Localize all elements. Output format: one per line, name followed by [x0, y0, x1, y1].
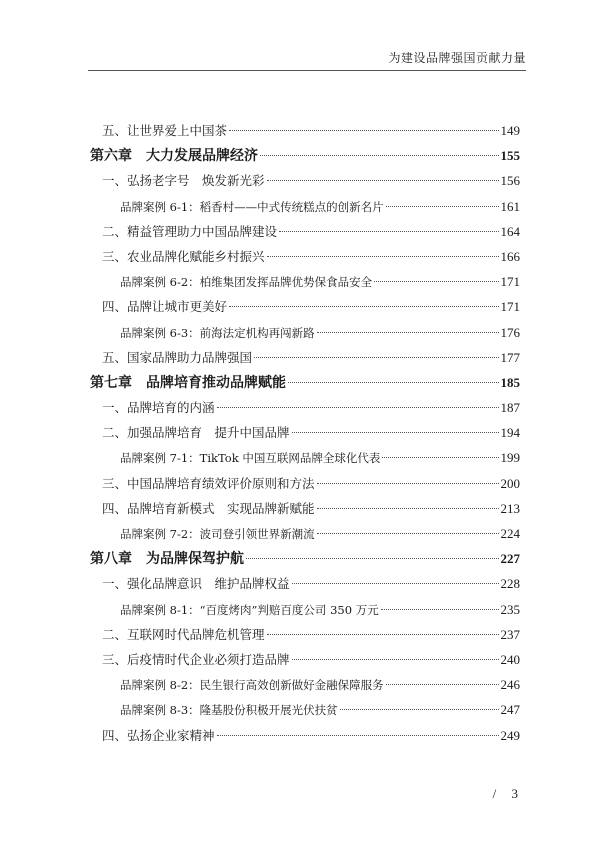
dot-leader — [267, 180, 499, 181]
toc-entry-title: 一、弘扬老字号 焕发新光彩 — [102, 173, 265, 189]
toc-entry-case[interactable] — [90, 521, 520, 546]
toc-entry-title: 五、让世界爱上中国茶 — [102, 123, 228, 138]
dot-leader — [381, 609, 499, 610]
dot-leader — [229, 306, 498, 307]
toc-entry-section[interactable] — [90, 571, 520, 596]
toc-entry-title: 品牌案例 8-3：隆基股份积极开展光伏扶贫 — [120, 703, 338, 718]
dot-leader — [386, 206, 499, 207]
toc-entry-title: 一、强化品牌意识 维护品牌权益 — [102, 576, 290, 592]
toc-entry-page: 227 — [500, 551, 520, 567]
toc-entry-section[interactable] — [90, 244, 520, 269]
toc-entry-page: 166 — [500, 248, 520, 264]
toc-entry-page: 246 — [500, 677, 520, 693]
dot-leader — [246, 558, 499, 559]
dot-leader — [217, 735, 499, 736]
toc-entry-page: 185 — [500, 374, 520, 390]
toc-entry-section[interactable] — [90, 420, 520, 445]
dot-leader — [317, 533, 499, 534]
dot-leader — [260, 155, 499, 156]
dot-leader — [340, 709, 499, 710]
toc-entry-title: 品牌案例 7-2：波司登引领世界新潮流 — [120, 527, 315, 541]
dot-leader — [267, 634, 499, 635]
toc-entry-title: 三、中国品牌培育绩效评价原则和方法 — [102, 475, 315, 491]
dot-leader — [229, 130, 498, 131]
toc-entry-page: 171 — [500, 299, 520, 315]
toc-entry-title: 品牌案例 7-1：TikTok 中国互联网品牌全球化代表 — [120, 451, 381, 466]
dot-leader — [386, 684, 499, 685]
toc-entry-case[interactable] — [90, 672, 520, 697]
footer-slash: / — [492, 786, 497, 801]
dot-leader — [254, 357, 498, 358]
toc-entry-title: 四、弘扬企业家精神 — [102, 727, 215, 743]
dot-leader — [267, 256, 499, 257]
toc-entry-section[interactable] — [90, 622, 520, 647]
table-of-contents — [90, 118, 520, 748]
toc-entry-page: 171 — [500, 274, 520, 290]
toc-entry-title: 五、国家品牌助力品牌强国 — [102, 349, 253, 365]
toc-entry-case[interactable] — [90, 697, 520, 722]
toc-entry-page: 247 — [500, 702, 520, 718]
toc-entry-page: 194 — [500, 425, 520, 441]
toc-entry-title: 二、互联网时代品牌危机管理 — [102, 626, 265, 642]
dot-leader — [288, 382, 499, 383]
toc-entry-page: 176 — [500, 324, 520, 340]
page-number: 3 — [511, 786, 518, 801]
toc-entry-title: 品牌案例 8-1：“百度烤肉”判赔百度公司 350 万元 — [120, 602, 379, 617]
dot-leader — [292, 659, 499, 660]
toc-entry-page: 161 — [500, 198, 520, 214]
toc-entry-title: 品牌案例 6-2：柏维集团发挥品牌优势保食品安全 — [120, 275, 373, 290]
toc-entry-section[interactable] — [90, 647, 520, 672]
dot-leader — [317, 332, 499, 333]
dot-leader — [279, 231, 498, 232]
page-footer — [493, 786, 518, 802]
toc-entry-title: 三、农业品牌化赋能乡村振兴 — [102, 248, 265, 264]
toc-entry-case[interactable] — [90, 269, 520, 294]
toc-entry-section[interactable] — [90, 168, 520, 193]
toc-entry-case[interactable] — [90, 445, 520, 470]
toc-entry-page: 200 — [500, 475, 520, 491]
toc-entry-page: 235 — [500, 601, 520, 617]
toc-entry-title: 第八章 为品牌保驾护航 — [90, 551, 244, 568]
toc-entry-page: 249 — [500, 727, 520, 743]
toc-entry-section[interactable] — [90, 219, 520, 244]
dot-leader — [292, 583, 499, 584]
toc-entry-title: 三、后疫情时代企业必须打造品牌 — [102, 651, 290, 667]
toc-entry-title: 品牌案例 6-1：稻香村——中式传统糕点的创新名片 — [120, 199, 384, 214]
toc-entry-case[interactable] — [90, 320, 520, 345]
dot-leader — [382, 457, 498, 458]
toc-entry-section[interactable] — [90, 294, 520, 319]
dot-leader — [217, 407, 499, 408]
toc-entry-title: 四、品牌让城市更美好 — [102, 299, 228, 315]
toc-entry-title: 二、精益管理助力中国品牌建设 — [102, 223, 278, 239]
toc-entry-section[interactable] — [90, 345, 520, 370]
toc-entry-case[interactable] — [90, 597, 520, 622]
toc-entry-section[interactable] — [90, 723, 520, 748]
toc-entry-page: 224 — [500, 526, 520, 541]
toc-entry-title: 第七章 品牌培育推动品牌赋能 — [90, 374, 286, 391]
header-rule — [88, 70, 526, 71]
toc-entry-section[interactable] — [90, 471, 520, 496]
running-header: 为建设品牌强国贡献力量 — [388, 51, 526, 65]
toc-entry-title: 四、品牌培育新模式 实现品牌新赋能 — [102, 500, 315, 516]
toc-entry-title: 品牌案例 6-3：前海法定机构再闯新路 — [120, 325, 315, 340]
toc-entry-page: 199 — [500, 450, 520, 466]
toc-entry-chapter[interactable] — [90, 143, 520, 168]
dot-leader — [317, 483, 499, 484]
toc-entry-section[interactable] — [90, 395, 520, 420]
toc-entry-title: 二、加强品牌培育 提升中国品牌 — [102, 425, 290, 441]
toc-entry-title: 第六章 大力发展品牌经济 — [90, 148, 258, 165]
toc-entry-page: 156 — [500, 173, 520, 189]
toc-entry-section[interactable] — [90, 118, 520, 143]
dot-leader — [292, 432, 499, 433]
toc-entry-page: 228 — [500, 576, 520, 592]
toc-entry-page: 187 — [500, 400, 520, 416]
toc-entry-page: 240 — [500, 651, 520, 667]
dot-leader — [317, 508, 499, 509]
toc-entry-page: 155 — [500, 148, 520, 164]
toc-entry-chapter[interactable] — [90, 370, 520, 395]
toc-entry-page: 149 — [500, 123, 520, 138]
toc-entry-page: 164 — [500, 223, 520, 239]
toc-entry-page: 177 — [500, 349, 520, 365]
toc-entry-page: 213 — [500, 500, 520, 516]
toc-entry-page: 237 — [500, 626, 520, 642]
toc-entry-section[interactable] — [90, 496, 520, 521]
toc-entry-title: 品牌案例 8-2：民生银行高效创新做好金融保障服务 — [120, 678, 384, 693]
toc-entry-chapter[interactable] — [90, 546, 520, 571]
dot-leader — [374, 281, 498, 282]
toc-entry-case[interactable] — [90, 194, 520, 219]
toc-entry-title: 一、品牌培育的内涵 — [102, 400, 215, 416]
